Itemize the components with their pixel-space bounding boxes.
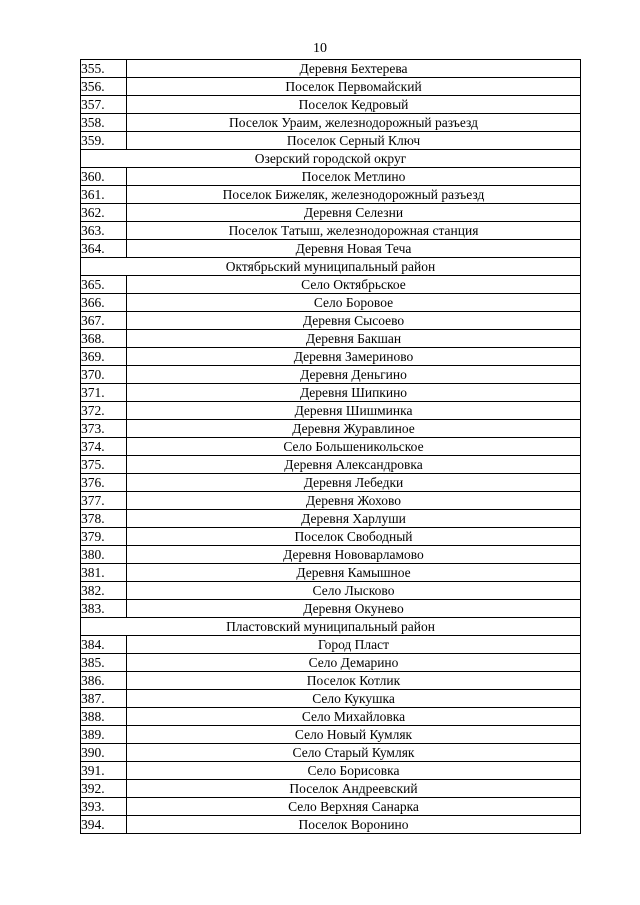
table-body [81, 60, 581, 834]
row-number: 382. [81, 582, 127, 600]
table-row [81, 348, 581, 366]
table-row [81, 96, 581, 114]
table-row [81, 420, 581, 438]
settlement-name: Поселок Кедровый [127, 96, 581, 114]
settlement-name: Деревня Сысоево [127, 312, 581, 330]
settlement-name: Деревня Шишминка [127, 402, 581, 420]
row-number: 378. [81, 510, 127, 528]
row-number: 371. [81, 384, 127, 402]
row-number: 356. [81, 78, 127, 96]
table-row [81, 654, 581, 672]
row-number: 358. [81, 114, 127, 132]
row-number: 362. [81, 204, 127, 222]
row-number: 355. [81, 60, 127, 78]
row-number: 367. [81, 312, 127, 330]
row-number: 386. [81, 672, 127, 690]
settlement-name: Деревня Шипкино [127, 384, 581, 402]
table-row [81, 762, 581, 780]
settlement-name: Поселок Ураим, железнодорожный разъезд [127, 114, 581, 132]
table-row [81, 78, 581, 96]
table-row [81, 744, 581, 762]
settlement-name: Село Верхняя Санарка [127, 798, 581, 816]
row-number: 376. [81, 474, 127, 492]
table-row [81, 546, 581, 564]
table-row [81, 240, 581, 258]
table-row [81, 330, 581, 348]
table-row [81, 780, 581, 798]
row-number: 387. [81, 690, 127, 708]
table-row [81, 294, 581, 312]
district-header-row [81, 258, 581, 276]
row-number: 370. [81, 366, 127, 384]
table-row [81, 384, 581, 402]
table-row [81, 168, 581, 186]
settlement-name: Поселок Серный Ключ [127, 132, 581, 150]
table-row [81, 492, 581, 510]
row-number: 385. [81, 654, 127, 672]
table-row [81, 276, 581, 294]
row-number: 372. [81, 402, 127, 420]
settlement-name: Деревня Окунево [127, 600, 581, 618]
table-row [81, 672, 581, 690]
settlement-name: Село Большеникольское [127, 438, 581, 456]
settlement-name: Село Старый Кумляк [127, 744, 581, 762]
table-row [81, 708, 581, 726]
table-row [81, 222, 581, 240]
row-number: 363. [81, 222, 127, 240]
row-number: 393. [81, 798, 127, 816]
district-name: Октябрьский муниципальный район [81, 258, 581, 276]
table-row [81, 510, 581, 528]
table-row [81, 582, 581, 600]
settlement-name: Поселок Бижеляк, железнодорожный разъезд [127, 186, 581, 204]
row-number: 379. [81, 528, 127, 546]
settlement-name: Село Кукушка [127, 690, 581, 708]
row-number: 357. [81, 96, 127, 114]
table-row [81, 186, 581, 204]
row-number: 377. [81, 492, 127, 510]
row-number: 360. [81, 168, 127, 186]
row-number: 391. [81, 762, 127, 780]
settlement-name: Село Боровое [127, 294, 581, 312]
settlement-name: Поселок Метлино [127, 168, 581, 186]
settlement-name: Село Новый Кумляк [127, 726, 581, 744]
district-header-row [81, 618, 581, 636]
settlement-name: Поселок Котлик [127, 672, 581, 690]
table-row [81, 726, 581, 744]
page-number: 10 [313, 41, 327, 56]
row-number: 359. [81, 132, 127, 150]
settlement-name: Деревня Нововарламово [127, 546, 581, 564]
settlement-name: Деревня Бакшан [127, 330, 581, 348]
row-number: 365. [81, 276, 127, 294]
district-name: Пластовский муниципальный район [81, 618, 581, 636]
table-row [81, 114, 581, 132]
row-number: 388. [81, 708, 127, 726]
row-number: 373. [81, 420, 127, 438]
table-row [81, 600, 581, 618]
district-header-row [81, 150, 581, 168]
row-number: 374. [81, 438, 127, 456]
settlement-name: Село Октябрьское [127, 276, 581, 294]
settlement-name: Деревня Замериново [127, 348, 581, 366]
row-number: 368. [81, 330, 127, 348]
row-number: 381. [81, 564, 127, 582]
settlement-name: Деревня Селезни [127, 204, 581, 222]
row-number: 392. [81, 780, 127, 798]
table-row [81, 474, 581, 492]
row-number: 366. [81, 294, 127, 312]
settlement-name: Деревня Харлуши [127, 510, 581, 528]
table-row [81, 204, 581, 222]
settlement-name: Село Демарино [127, 654, 581, 672]
row-number: 394. [81, 816, 127, 834]
table-row [81, 798, 581, 816]
row-number: 384. [81, 636, 127, 654]
table-row [81, 312, 581, 330]
row-number: 369. [81, 348, 127, 366]
table-row [81, 456, 581, 474]
settlement-name: Деревня Камышное [127, 564, 581, 582]
table-row [81, 564, 581, 582]
row-number: 389. [81, 726, 127, 744]
table-row [81, 132, 581, 150]
table-row [81, 402, 581, 420]
row-number: 361. [81, 186, 127, 204]
settlement-name: Село Борисовка [127, 762, 581, 780]
settlement-name: Поселок Татыш, железнодорожная станция [127, 222, 581, 240]
settlement-name: Поселок Воронино [127, 816, 581, 834]
table-row [81, 60, 581, 78]
settlement-name: Поселок Первомайский [127, 78, 581, 96]
settlement-name: Город Пласт [127, 636, 581, 654]
settlement-name: Поселок Андреевский [127, 780, 581, 798]
settlement-name: Деревня Бехтерева [127, 60, 581, 78]
table-row [81, 690, 581, 708]
table-row [81, 438, 581, 456]
settlement-name: Деревня Журавлиное [127, 420, 581, 438]
table-row [81, 816, 581, 834]
table-row [81, 528, 581, 546]
settlement-name: Деревня Деньгино [127, 366, 581, 384]
table-row [81, 366, 581, 384]
settlement-name: Деревня Жохово [127, 492, 581, 510]
settlement-name: Деревня Лебедки [127, 474, 581, 492]
district-name: Озерский городской округ [81, 150, 581, 168]
settlement-name: Деревня Александровка [127, 456, 581, 474]
settlement-name: Поселок Свободный [127, 528, 581, 546]
row-number: 383. [81, 600, 127, 618]
table-row [81, 636, 581, 654]
row-number: 375. [81, 456, 127, 474]
row-number: 390. [81, 744, 127, 762]
settlement-name: Село Михайловка [127, 708, 581, 726]
row-number: 380. [81, 546, 127, 564]
row-number: 364. [81, 240, 127, 258]
settlement-name: Деревня Новая Теча [127, 240, 581, 258]
settlement-name: Село Лысково [127, 582, 581, 600]
settlements-table [80, 59, 581, 834]
